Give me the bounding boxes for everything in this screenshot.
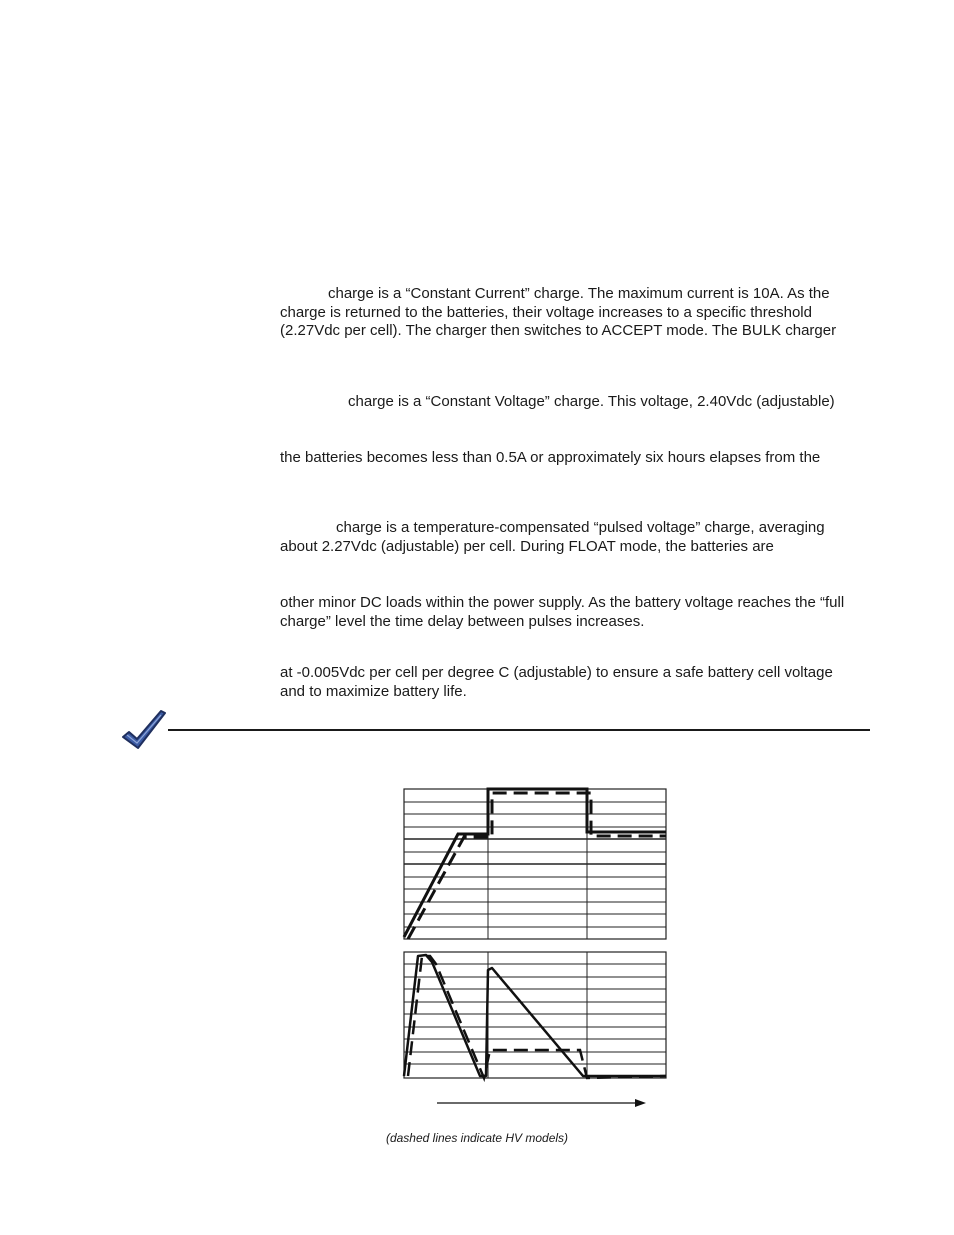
checkmark-icon	[120, 708, 168, 750]
charging-profile-figure	[380, 770, 700, 1120]
note-divider-rule	[168, 729, 870, 731]
current-graph	[404, 952, 666, 1078]
float-paragraph-line-1: charge is a temperature-compensated “pulsed voltage” charge, averaging	[336, 519, 825, 536]
float-paragraph-line-4: charge” level the time delay between pulses increases.	[280, 613, 645, 630]
temperature-paragraph-line-2: and to maximize battery life.	[280, 683, 467, 700]
bulk-paragraph-line-2: charge is returned to the batteries, their voltage increases to a specific threshold	[280, 304, 812, 321]
accept-paragraph-line-1: charge is a “Constant Voltage” charge. This voltage, 2.40Vdc (adjustable)	[348, 393, 835, 410]
time-axis-arrowhead	[635, 1099, 646, 1107]
voltage-curve-hv	[408, 793, 666, 939]
bulk-paragraph-line-3: (2.27Vdc per cell). The charger then switches to ACCEPT mode. The BULK charger	[280, 322, 837, 339]
current-curve-hv	[408, 956, 666, 1078]
accept-paragraph-line-2: the batteries becomes less than 0.5A or approximately six hours elapses from the	[280, 449, 821, 466]
bulk-paragraph-line-1: charge is a “Constant Current” charge. The maximum current is 10A. As the	[328, 285, 830, 302]
figure-caption: (dashed lines indicate HV models)	[385, 1131, 569, 1145]
float-paragraph-line-2: about 2.27Vdc (adjustable) per cell. During FLOAT mode, the batteries are	[280, 538, 774, 555]
voltage-curve-standard	[404, 789, 666, 937]
temperature-paragraph-line-1: at -0.005Vdc per cell per degree C (adjustable) to ensure a safe battery cell voltage	[280, 664, 833, 681]
float-paragraph-line-3: other minor DC loads within the power supply. As the battery voltage reaches the “full	[280, 594, 845, 611]
current-curve-standard	[404, 955, 666, 1076]
